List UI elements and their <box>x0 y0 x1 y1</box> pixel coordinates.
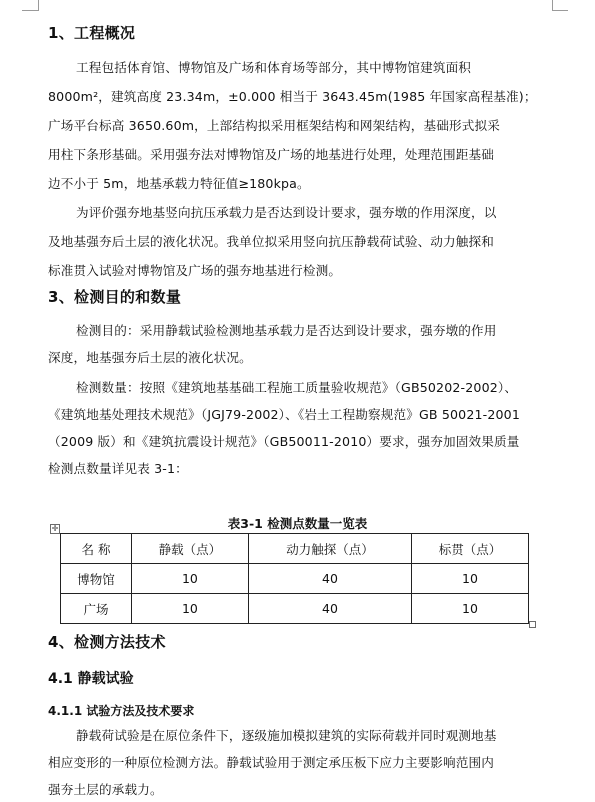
table-row <box>61 594 529 624</box>
crop-mark-top-right-v <box>552 0 553 11</box>
paragraph-line: 《建筑地基处理技术规范》（JGJ79-2002）、《岩土工程勘察规范》GB 50021-2001 <box>48 407 521 422</box>
paragraph-line: 相应变形的一种原位检测方法。静载试验用于测定承压板下应力主要影响范围内 <box>48 755 495 770</box>
section-1-heading: 1、工程概况 <box>48 24 136 42</box>
table-cell: 40 <box>248 564 411 594</box>
section-4-heading: 4、检测方法技术 <box>48 633 166 651</box>
paragraph-line: 深度，地基强夯后土层的液化状况。 <box>48 350 252 365</box>
subsection-4-1-heading: 4.1 静载试验 <box>48 671 134 687</box>
table-cell: 10 <box>131 594 248 624</box>
paragraph-line: 边不小于 5m，地基承载力特征值≥180kpa。 <box>48 176 310 191</box>
table-cell: 博物馆 <box>61 564 132 594</box>
header-cell-static-load: 静载（点） <box>131 534 248 564</box>
section-3-heading: 3、检测目的和数量 <box>48 288 182 306</box>
table-cell: 10 <box>411 564 528 594</box>
paragraph-line: 静载荷试验是在原位条件下，逐级施加模拟建筑的实际荷载并同时观测地基 <box>76 728 497 743</box>
paragraph-line: 广场平台标高 3650.60m，上部结构拟采用框架结构和网架结构，基础形式拟采 <box>48 118 501 133</box>
table-header-row <box>61 534 529 564</box>
table-cell: 10 <box>411 594 528 624</box>
paragraph-line: 用柱下条形基础。采用强夯法对博物馆及广场的地基进行处理，处理范围距基础 <box>48 147 495 162</box>
crop-mark-top-left-v <box>38 0 39 11</box>
header-cell-dynamic-probe: 动力触探（点） <box>248 534 411 564</box>
header-cell-spt: 标贯（点） <box>411 534 528 564</box>
move-cross-icon[interactable]: ✛ <box>51 524 59 533</box>
paragraph-line: 工程包括体育馆、博物馆及广场和体育场等部分，其中博物馆建筑面积 <box>76 60 472 75</box>
table-row <box>61 564 529 594</box>
detection-points-table <box>60 533 529 624</box>
table-cell: 40 <box>248 594 411 624</box>
paragraph-line: 8000m²，建筑高度 23.34m，±0.000 相当于 3643.45m(1985 年国家高程基准)； <box>48 89 537 104</box>
table-cell: 广场 <box>61 594 132 624</box>
paragraph-line: 及地基强夯后土层的液化状况。我单位拟采用竖向抗压静载荷试验、动力触探和 <box>48 234 495 249</box>
paragraph-line: 标准贯入试验对博物馆及广场的强夯地基进行检测。 <box>48 263 342 278</box>
header-cell-name: 名 称 <box>61 534 132 564</box>
paragraph-line: 检测点数量详见表 3-1： <box>48 461 188 476</box>
resize-square-icon[interactable] <box>529 621 536 628</box>
crop-mark-top-left-h <box>22 10 38 11</box>
paragraph-line: 检测目的：采用静载试验检测地基承载力是否达到设计要求，强夯墩的作用 <box>76 323 497 338</box>
paragraph-line: 为评价强夯地基竖向抗压承载力是否达到设计要求，强夯墩的作用深度，以 <box>76 205 497 220</box>
table-caption: 表3-1 检测点数量一览表 <box>227 516 368 531</box>
table-cell: 10 <box>131 564 248 594</box>
paragraph-line: 检测数量：按照《建筑地基基础工程施工质量验收规范》（GB50202-2002）、 <box>76 380 518 395</box>
subsection-4-1-1-heading: 4.1.1 试验方法及技术要求 <box>48 704 195 718</box>
paragraph-line: 强夯土层的承载力。 <box>48 782 163 797</box>
paragraph-line: （2009 版）和《建筑抗震设计规范》（GB50011-2010）要求，强夯加固效果质量 <box>48 434 520 449</box>
crop-mark-top-right-h <box>552 10 568 11</box>
